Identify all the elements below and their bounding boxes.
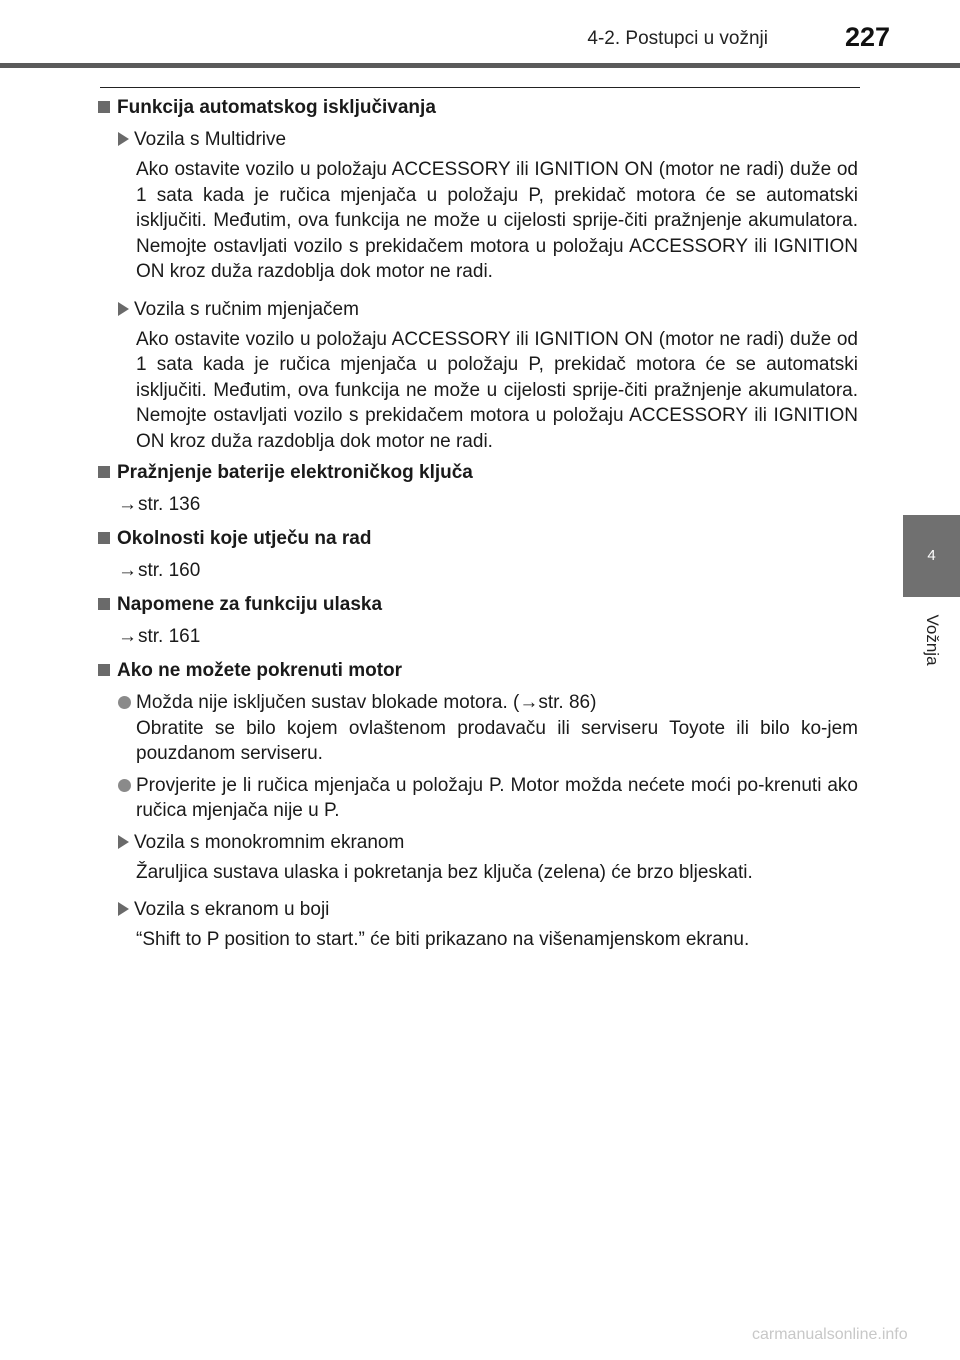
arrow-right-icon: → [519, 692, 539, 713]
section-heading [98, 95, 858, 121]
square-bullet-icon [98, 101, 110, 113]
subheading [118, 830, 858, 856]
circle-bullet-icon [118, 779, 131, 792]
triangle-bullet-icon [118, 132, 129, 146]
page-reference[interactable] [118, 624, 858, 650]
bullet-text: Obratite se bilo kojem ovlaštenom prodavaču ili serviseru Toyote ili bilo ko-jem pouzdanom serviseru. [136, 717, 858, 764]
page-reference[interactable] [118, 492, 858, 518]
chapter-number: 4 [927, 547, 936, 564]
bullet-text: Provjerite je li ručica mjenjača u položaju P. Motor možda nećete moći po-krenuti ako ručica mjenjača nije u P. [136, 774, 858, 821]
triangle-bullet-icon [118, 835, 129, 849]
square-bullet-icon [98, 598, 110, 610]
circle-bullet-icon [118, 696, 131, 709]
heading-text: Okolnosti koje utječu na rad [117, 528, 372, 549]
arrow-right-icon: → [118, 494, 137, 515]
arrow-right-icon: → [118, 560, 137, 581]
chapter-tab [903, 515, 960, 597]
section-heading [98, 460, 858, 486]
bullet-text: Možda nije isključen sustav blokade motora. ( [136, 692, 520, 713]
page-number: 227 [845, 22, 891, 52]
square-bullet-icon [98, 532, 110, 544]
square-bullet-icon [98, 664, 110, 676]
paragraph: “Shift to P position to start.” će biti prikazano na višenamjenskom ekranu. [136, 929, 750, 950]
arrow-right-icon: → [118, 626, 137, 647]
reference-text[interactable]: str. 86) [538, 692, 597, 713]
section-heading [98, 592, 858, 618]
square-bullet-icon [98, 466, 110, 478]
header-rule [0, 63, 960, 68]
section-heading [98, 526, 858, 552]
heading-text: Napomene za funkciju ulaska [117, 594, 383, 615]
paragraph: Ako ostavite vozilo u položaju ACCESSORY ili IGNITION ON (motor ne radi) duže od 1 sata kada je ručica mjenjača u položaju P, prekidač motora će se automatski isključiti. Međutim, ova funkcija ne može u cijelosti sprije-čiti pražnjenje akumulatora. Nemojte ostavljati vozilo s prekidačem motora u položaju ACCESSORY ili IGNITION ON kroz duža razdoblja dok motor ne radi. [136, 159, 858, 282]
heading-text: Funkcija automatskog isključivanja [117, 97, 436, 118]
subheading [118, 897, 858, 923]
reference-text: str. 160 [138, 560, 201, 581]
reference-text: str. 136 [138, 494, 201, 515]
triangle-bullet-icon [118, 902, 129, 916]
subheading [118, 297, 858, 323]
section-heading [98, 658, 858, 684]
subheading-text: Vozila s ekranom u boji [134, 899, 330, 920]
reference-text: str. 161 [138, 626, 201, 647]
subheading [118, 127, 858, 153]
watermark: carmanualsonline.info [752, 1326, 908, 1343]
content-rule [100, 87, 860, 88]
subheading-text: Vozila s monokromnim ekranom [134, 831, 405, 853]
list-item [118, 690, 858, 767]
paragraph: Ako ostavite vozilo u položaju ACCESSORY ili IGNITION ON (motor ne radi) duže od 1 sata kada je ručica mjenjača u položaju P, prekidač motora će se automatski isključiti. Međutim, ova funkcija ne može u cijelosti sprije-čiti pražnjenje akumulatora. Nemojte ostavljati vozilo s prekidačem motora u položaju ACCESSORY ili IGNITION ON kroz duža razdoblja dok motor ne radi. [136, 328, 858, 452]
list-item [118, 773, 858, 824]
paragraph: Žaruljica sustava ulaska i pokretanja bez ključa (zelena) će brzo bljeskati. [136, 861, 753, 883]
page-reference[interactable] [118, 558, 858, 584]
triangle-bullet-icon [118, 302, 129, 316]
header-section-title: 4-2. Postupci u vožnji [587, 28, 768, 49]
heading-text: Ako ne možete pokrenuti motor [117, 660, 403, 681]
heading-text: Pražnjenje baterije elektroničkog ključa [117, 462, 473, 483]
subheading-text: Vozila s ručnim mjenjačem [134, 298, 359, 320]
chapter-label: Vožnja [923, 614, 942, 666]
subheading-text: Vozila s Multidrive [134, 129, 287, 150]
page-content [98, 95, 858, 959]
